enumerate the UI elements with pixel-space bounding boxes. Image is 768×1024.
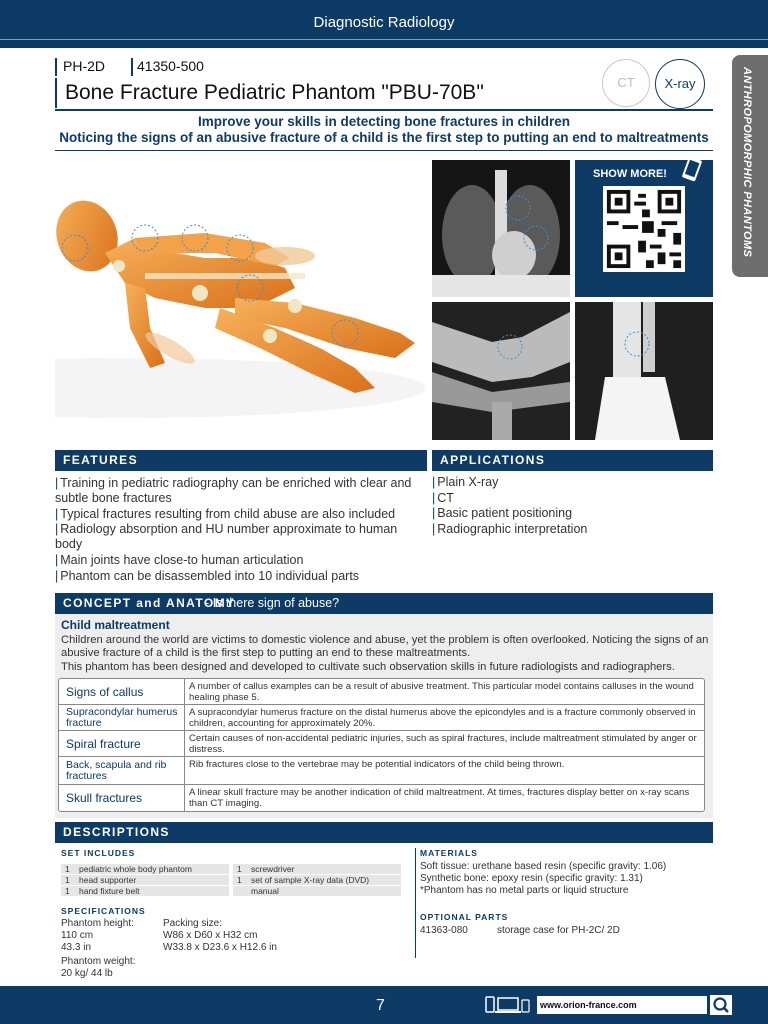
specifications-heading: SPECIFICATIONS — [61, 906, 146, 916]
row-value: A supracondylar humerus fracture on the distal humerus above the epicondyles and is a fracture commonly observed in children, accounting for approximately 20%. — [189, 707, 696, 729]
top-header-bar — [0, 0, 768, 48]
material-item: Soft tissue: urethane based resin (specific gravity: 1.06) — [420, 861, 667, 872]
concept-subheading: - Is there sign of abuse? — [205, 596, 340, 610]
row-value: Rib fractures close to the vertebrae may be potential indicators of the child being thrown. — [189, 759, 565, 770]
description-divider — [415, 848, 416, 958]
side-category-tab[interactable] — [732, 55, 768, 277]
chest-xray-image — [432, 160, 570, 297]
tagline-primary: Improve your skills in detecting bone fractures in children — [197, 114, 571, 129]
row-key: Skull fractures — [59, 785, 185, 811]
application-item: | Basic patient positioning — [432, 506, 573, 520]
height-cm: 110 cm — [61, 930, 94, 941]
application-item: | CT — [432, 491, 454, 505]
product-title: Bone Fracture Pediatric Phantom "PBU-70B" — [55, 78, 484, 108]
application-item: | Plain X-ray — [432, 475, 499, 489]
title-divider — [55, 109, 713, 111]
qr-code-pattern — [603, 186, 685, 272]
section-title: Diagnostic Radiology — [313, 14, 455, 31]
devices-icon — [484, 994, 532, 1016]
feature-item: | Phantom can be disassembled into 10 individual parts — [55, 569, 360, 583]
height-in: 43.3 in — [61, 942, 92, 953]
show-more-label: SHOW MORE! — [593, 168, 667, 180]
packing-cm: W86 x D60 x H32 cm — [163, 930, 258, 941]
wrist-xray-image — [432, 302, 570, 440]
search-button[interactable] — [709, 994, 733, 1016]
concept-heading-label: CONCEPT and ANATOMY — [63, 596, 236, 610]
feature-item: | Main joints have close-to human articulation — [55, 553, 304, 567]
material-item: Synthetic bone: epoxy resin (specific gravity: 1.31) — [420, 873, 643, 884]
qr-code[interactable] — [603, 186, 685, 272]
search-icon — [710, 995, 732, 1015]
tagline-secondary: Noticing the signs of an abusive fracture of a child is the first step to putting an end to maltreatments — [59, 130, 709, 145]
header-divider — [0, 39, 768, 40]
tagline-divider — [55, 150, 713, 151]
optional-parts-heading: OPTIONAL PARTS — [420, 912, 509, 922]
feature-item: | Training in pediatric radiography can be enriched with clear and subtle bone fractures — [55, 476, 412, 505]
concept-paragraph: Children around the world are victims to domestic violence and abuse, yet the problem is often overlooked. Noticing the signs of an abusive fracture of a child is the first step to putting an end to these maltreatments. — [61, 634, 709, 659]
part-number: 41350-500 — [131, 58, 204, 76]
row-key: Supracondylar humerus fracture — [59, 705, 185, 730]
packing-in: W33.8 x D23.6 x H12.6 in — [163, 942, 277, 953]
weight-label: Phantom weight: — [61, 956, 136, 967]
feature-item: | Typical fractures resulting from child abuse are also included — [55, 507, 396, 521]
set-item: manual — [233, 886, 401, 896]
row-value: Certain causes of non-accidental pediatric injuries, such as spiral fractures, include maltreatment stimulated by anger or distress. — [189, 733, 697, 755]
table-row — [59, 785, 704, 811]
row-value: A linear skull fracture may be another indication of child maltreatment. At times, fractures display better on x-ray scans than CT imaging. — [189, 787, 690, 809]
chest-xray-illustration — [432, 160, 570, 297]
row-key: Signs of callus — [59, 679, 185, 704]
set-item: 1 head supporter — [61, 875, 229, 885]
set-includes-heading: SET INCLUDES — [61, 848, 136, 858]
row-key: Back, scapula and rib fractures — [59, 757, 185, 784]
feature-item: | Radiology absorption and HU number approximate to human body — [55, 522, 398, 551]
height-label: Phantom height: — [61, 918, 134, 929]
application-item: | Radiographic interpretation — [432, 522, 588, 536]
fracture-signs-table — [58, 678, 705, 812]
descriptions-heading: DESCRIPTIONS — [55, 822, 713, 843]
modality-xray-badge: X-ray — [655, 59, 705, 109]
website-link[interactable]: www.orion-france.com — [537, 996, 707, 1014]
phantom-photo — [55, 158, 427, 442]
wrist-xray-illustration — [432, 302, 570, 440]
features-heading: FEATURES — [55, 450, 427, 471]
weight-value: 20 kg/ 44 lb — [61, 968, 113, 979]
table-row — [59, 731, 704, 757]
row-value: A number of callus examples can be a result of abusive treatment. This particular model contains calluses in the wound healing phase 5. — [189, 681, 694, 703]
page-number: 7 — [376, 997, 385, 1014]
ankle-xray-illustration — [575, 302, 713, 440]
child-maltreatment-heading: Child maltreatment — [61, 618, 170, 632]
set-item: 1 pediatric whole body phantom — [61, 864, 229, 874]
table-row — [59, 757, 704, 785]
product-code: PH-2D — [55, 58, 105, 76]
concept-heading — [55, 593, 713, 614]
set-item: 1 hand fixture belt — [61, 886, 229, 896]
packing-label: Packing size: — [163, 918, 222, 929]
ankle-xray-image — [575, 302, 713, 440]
table-row — [59, 705, 704, 731]
set-item: 1 set of sample X-ray data (DVD) — [233, 875, 401, 885]
material-item: *Phantom has no metal parts or liquid structure — [420, 885, 629, 896]
phantom-illustration — [55, 158, 427, 442]
modality-ct-badge: CT — [602, 59, 650, 107]
materials-heading: MATERIALS — [420, 848, 478, 858]
applications-heading: APPLICATIONS — [432, 450, 713, 471]
table-row — [59, 679, 704, 705]
optional-part-code: 41363-080 — [420, 925, 468, 936]
phone-tap-icon — [676, 154, 710, 188]
side-tab-label: ANTHROPOMORPHIC PHANTOMS — [741, 67, 753, 258]
row-key: Spiral fracture — [59, 731, 185, 756]
set-item: 1 screwdriver — [233, 864, 401, 874]
concept-paragraph: This phantom has been designed and developed to cultivate such observation skills in future radiologists and radiographers. — [61, 661, 675, 673]
optional-part-desc: storage case for PH-2C/ 2D — [497, 925, 620, 936]
